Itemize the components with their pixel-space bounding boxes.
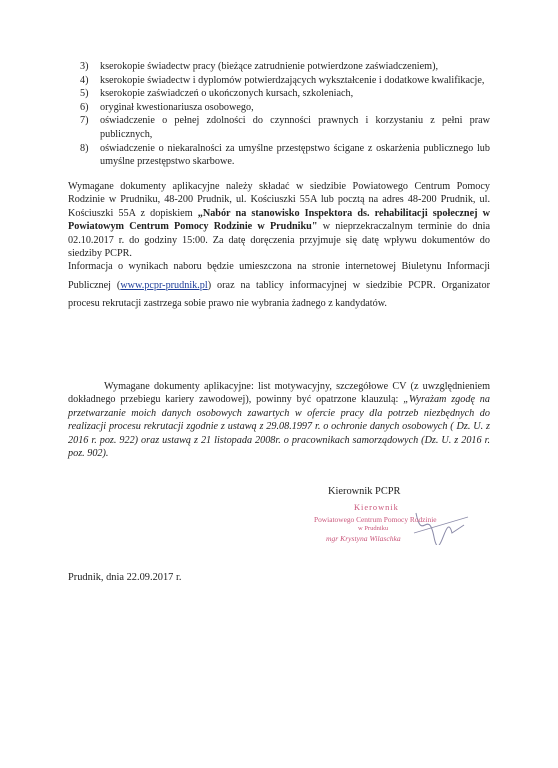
stamp-name: mgr Krystyna Wilaschka <box>326 534 401 543</box>
list-item <box>80 74 490 88</box>
list-number: 5) <box>80 88 89 100</box>
list-item <box>80 101 490 115</box>
list-text: kserokopie świadectw pracy (bieżące zatrudnienie potwierdzone zaświadczeniem), <box>100 61 439 72</box>
list-number: 6) <box>80 101 89 113</box>
clause-intro: Wymagane dokumenty aplikacyjne: list motywacyjny, szczegółowe CV (z uwzględnieniem dokładnego przebiegu kariery zawodowej), powinny być opatrzone klauzulą: <box>68 381 490 406</box>
requirements-list <box>80 60 490 169</box>
official-stamp <box>296 503 476 545</box>
stamp-location: w Prudniku <box>358 525 389 532</box>
list-item <box>80 142 490 169</box>
pcpr-website-link[interactable]: www.pcpr-prudnik.pl <box>120 279 208 291</box>
list-number: 4) <box>80 74 89 86</box>
submission-paragraph <box>68 180 490 260</box>
submission-intro: Wymagane dokumenty aplikacyjne należy składać w siedzibie Powiatowego Centrum Pomocy Rodzinie w Prudniku, 48-200 Prudnik, ul. Kościuszki 55A lub pocztą na adres 48-200 Prudnik, ul. Kościuszki 55A z dopiskiem <box>68 181 490 219</box>
list-text: kserokopie zaświadczeń o ukończonych kursach, szkoleniach, <box>100 88 354 100</box>
list-item <box>80 60 490 74</box>
list-number: 7) <box>80 115 89 127</box>
list-number: 8) <box>80 142 89 154</box>
results-text-after: ) oraz na tablicy informacyjnej w siedzibie PCPR. Organizator procesu rekrutacji zastrzega sobie prawo nie wybrania żadnego z kandydatów. <box>68 279 490 309</box>
results-paragraph <box>68 258 490 314</box>
list-text: kserokopie świadectw i dyplomów potwierdzających wykształcenie i dodatkowe kwalifikacje, <box>100 74 485 86</box>
document-date: Prudnik, dnia 22.09.2017 r. <box>68 572 182 583</box>
consent-clause: „Wyrażam zgodę na przetwarzanie moich danych osobowych zawartych w ofercie pracy dla potrzeb niezbędnych do realizacji procesu rekrutacji zgodnie z ustawą z 29.08.1997 r. o ochronie danych osobowych ( Dz. U. z 2016 r. poz. 922) oraz ustawą z 21 listopada 2008r. o pracownikach samorządowych (Dz. U. z 2016 r. poz. 902). <box>68 394 490 460</box>
submission-deadline: w nieprzekraczalnym terminie do dnia 02.10.2017 r. do godziny 15:00. Za datę doręczenia przyjmuje się datę wpływu dokumentów do siedziby PCPR. <box>68 221 490 260</box>
list-text: oryginał kwestionariusza osobowego, <box>100 101 254 113</box>
list-number: 3) <box>80 61 89 72</box>
stamp-title: Kierownik <box>354 503 399 512</box>
submission-subject: „Nabór na stanowisko Inspektora ds. rehabilitacji społecznej w Powiatowym Centrum Pomocy Rodzinie w Prudniku" <box>68 207 490 233</box>
list-item <box>80 114 490 141</box>
list-text: oświadczenie o niekaralności za umyślne przestępstwo ścigane z oskarżenia publicznego lub umyślne przestępstwo skarbowe. <box>100 142 490 168</box>
list-item <box>80 87 490 101</box>
stamp-institution: Powiatowego Centrum Pomocy Rodzinie <box>314 515 437 524</box>
results-text-before: Informacja o wynikach naboru będzie umieszczona na stronie internetowej Biuletynu Informacji Publicznej ( <box>68 261 490 291</box>
signature-title: Kierownik PCPR <box>328 486 401 497</box>
list-text: oświadczenie o pełnej zdolności do czynności prawnych i korzystaniu z pełni praw publicznych, <box>100 115 490 140</box>
clause-paragraph <box>68 380 490 460</box>
